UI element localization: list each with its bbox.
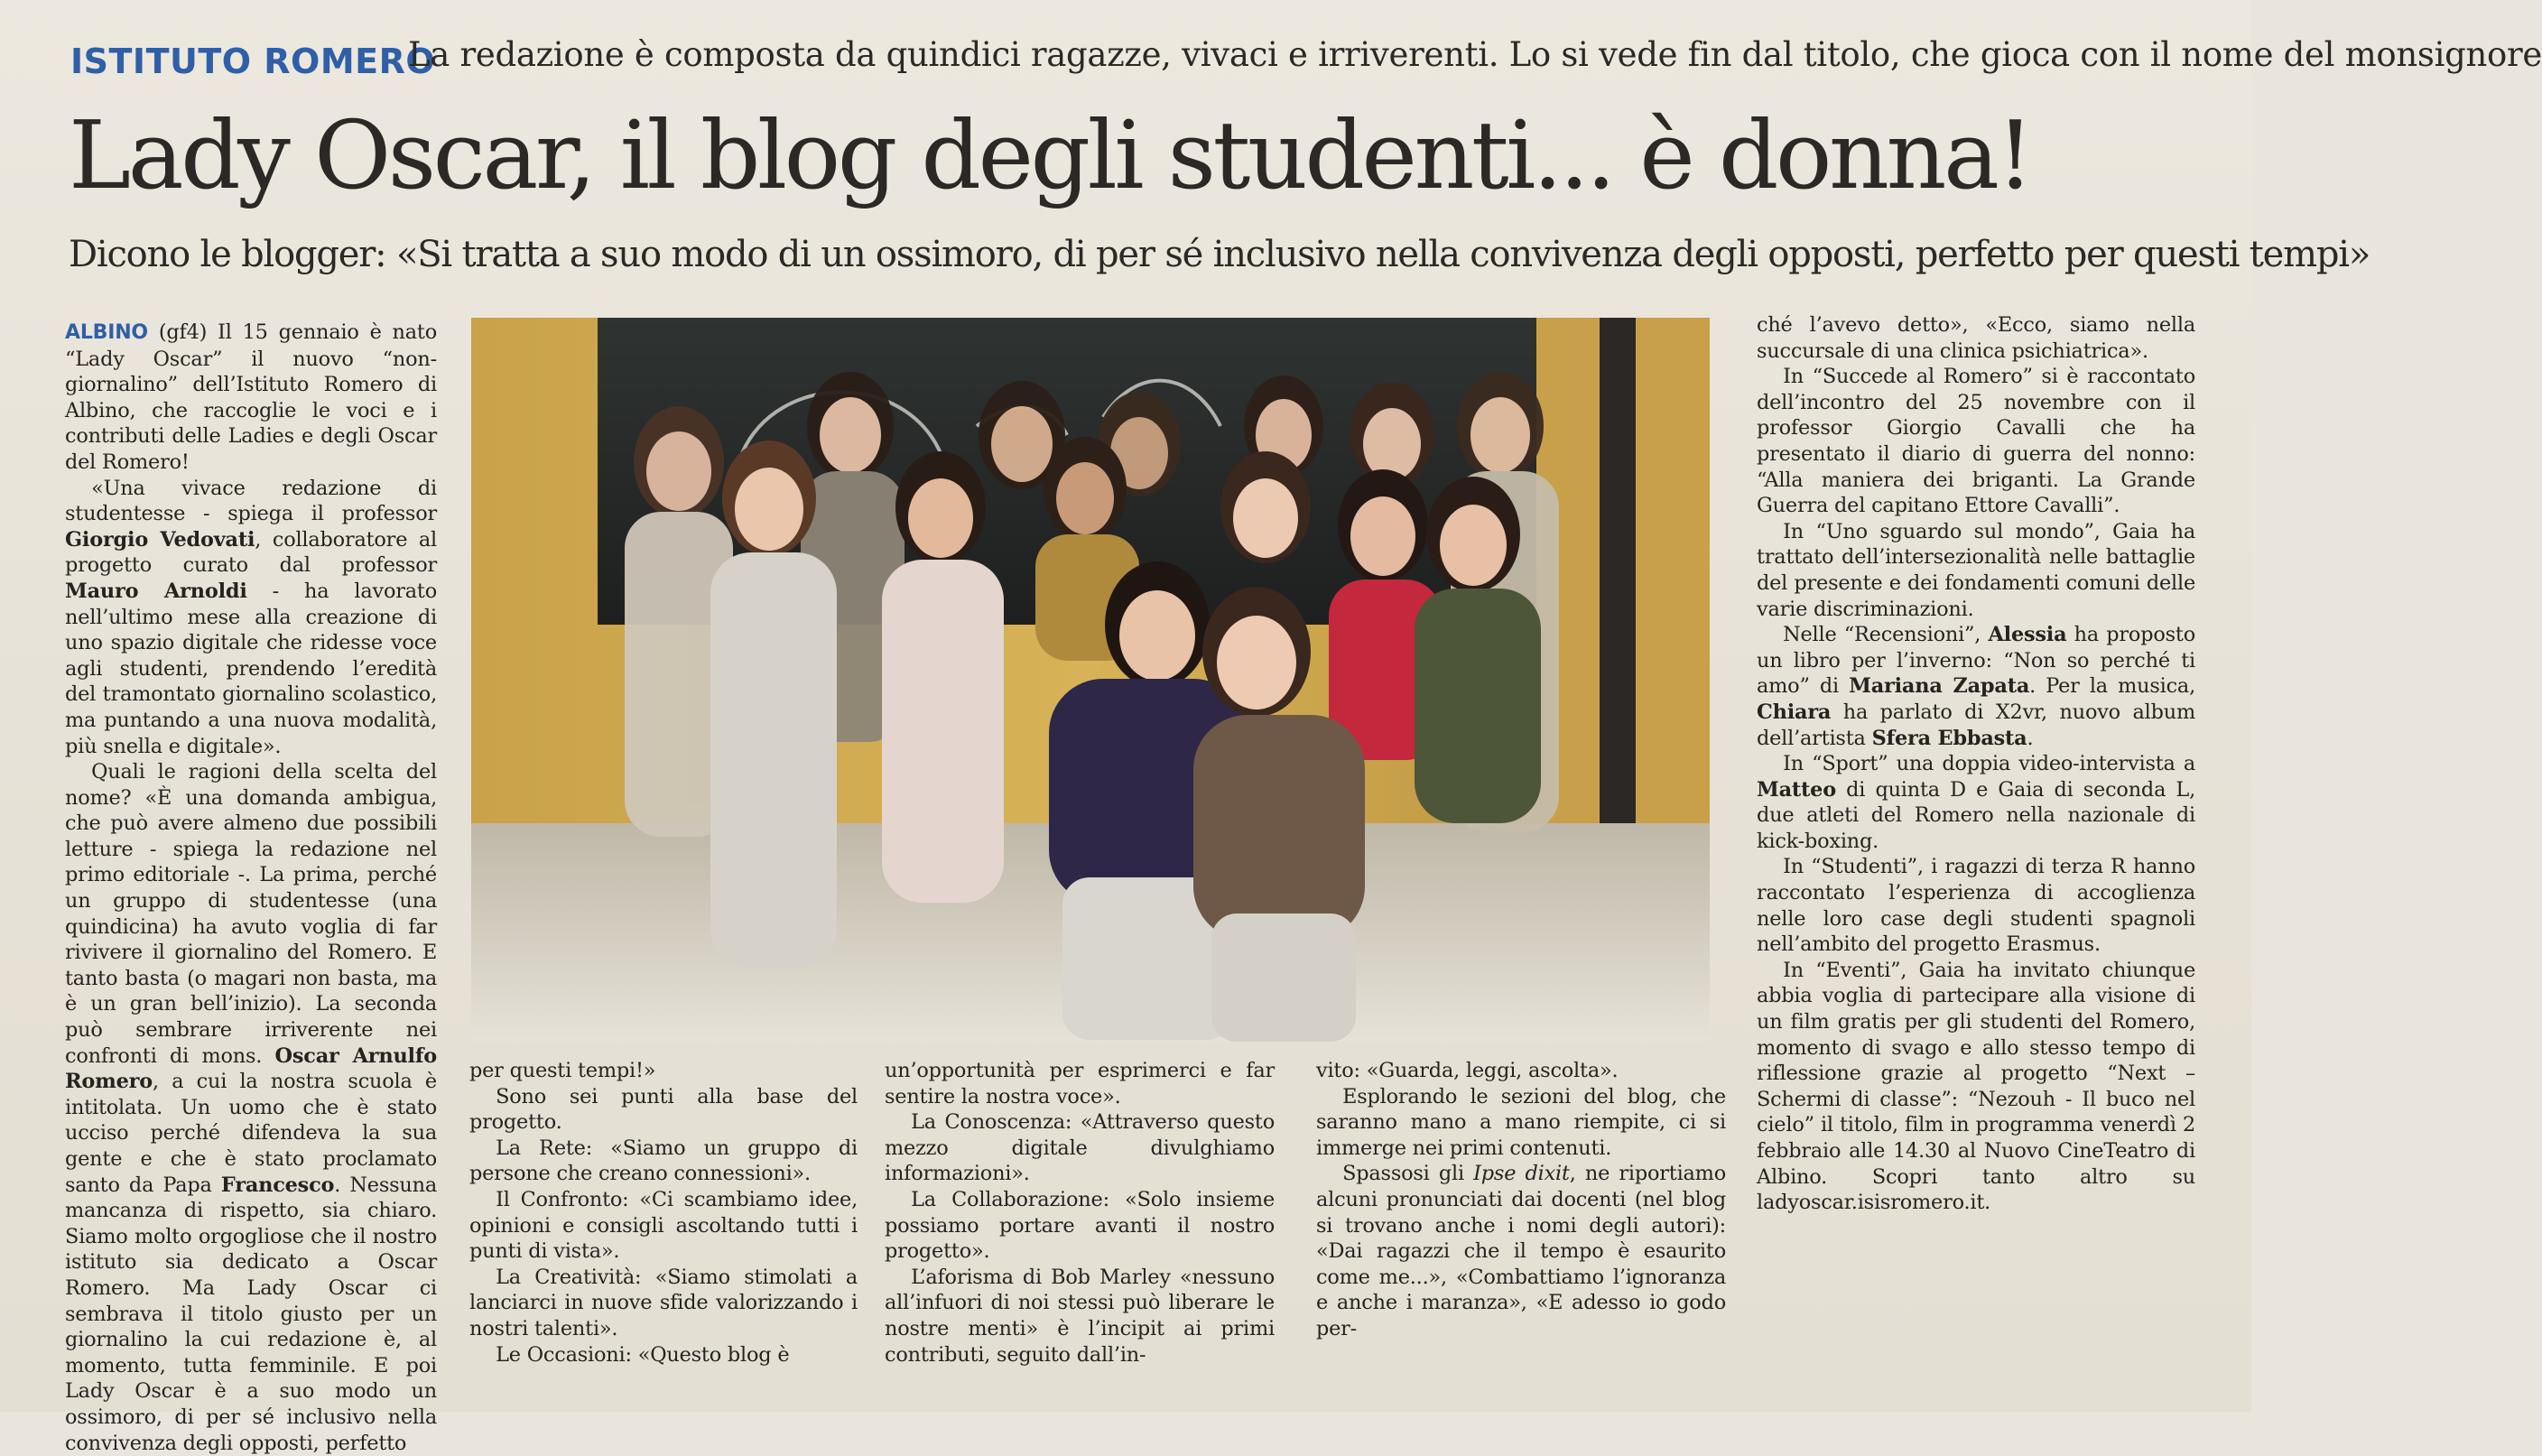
paragraph: vito: «Guarda, leggi, ascolta». xyxy=(1316,1059,1619,1082)
article-column-1 xyxy=(65,320,437,1456)
article-column-2 xyxy=(469,1058,858,1368)
article-column-3 xyxy=(885,1058,1275,1368)
paragraph: In “Succede al Romero” si è raccontato dell’incontro del 25 novembre con il professor Giorgio Cavalli che ha presentato il diario di guerra del nonno: “Alla maniera dei briganti. La Grande Guerra del capitano Ettore Cavalli”. xyxy=(1757,365,2195,518)
paragraph: Il Confronto: «Ci scambiamo idee, opinioni e consigli ascoltando tutti i punti di vista». xyxy=(469,1187,858,1264)
paragraph: La Creatività: «Siamo stimolati a lanciarci in nuove sfide valorizzando i nostri talenti». xyxy=(469,1265,858,1340)
kicker-summary: La redazione è composta da quindici ragazze, vivaci e irriverenti. Lo si vede fin dal titolo, che gioca con il nome del monsignore xyxy=(408,35,2542,74)
paragraph: Nelle “Recensioni”, Alessia ha proposto un libro per l’inverno: “Non so perché ti amo” di Mariana Zapata. Per la musica, Chiara ha parlato di X2vr, nuovo album dell’artista Sfera Ebbasta. xyxy=(1757,623,2196,750)
headline: Lady Oscar, il blog degli studenti... è donna! xyxy=(69,100,2031,210)
paragraph: un’opportunità per esprimerci e far sentire la nostra voce». xyxy=(885,1059,1275,1108)
paragraph: La Rete: «Siamo un gruppo di persone che creano connessioni». xyxy=(469,1136,858,1186)
paragraph: In “Uno sguardo sul mondo”, Gaia ha trattato dell’intersezionalità nelle battaglie del presente e dei fondamenti comuni delle varie discriminazioni. xyxy=(1757,519,2195,621)
paragraph: ché l’avevo detto», «Ecco, siamo nella succursale di una clinica psichiatrica». xyxy=(1757,313,2195,363)
paragraph: La Collaborazione: «Solo insieme possiamo portare avanti il nostro progetto». xyxy=(885,1187,1275,1264)
paragraph: L’aforisma di Bob Marley «nessuno all’infuori di noi stessi può liberare le nostre menti» è l’incipit ai primi contributi, seguito dall’in- xyxy=(885,1265,1275,1367)
subheadline: Dicono le blogger: «Si tratta a suo modo di un ossimoro, di per sé inclusivo nella convivenza degli opposti, perfetto per questi tempi» xyxy=(69,234,2370,275)
paragraph: Quali le ragioni della scelta del nome? «È una domanda ambigua, che può avere almeno due possibili letture - spiega la redazione nel primo editoriale -. La prima, perché un gruppo di studentesse (una quindicina) ha avuto voglia di far rivivere il giornalino del Romero. E tanto basta (o magari non basta, ma è un gran bell’inizio). La seconda può sembrare irriverente nei confronti di mons. Oscar Arnulfo Romero, a cui la nostra scuola è intitolata. Un uomo che è stato ucciso perché difendeva la sua gente e che è stato proclamato santo da Papa Francesco. Nessuna mancanza di rispetto, sia chiaro. Siamo molto orgogliose che il nostro istituto sia dedicato a Oscar Romero. Ma Lady Oscar ci sembrava il titolo giusto per un giornalino la cui redazione è, al momento, tutta femminile. E poi Lady Oscar è a suo modo un ossimoro, di per sé inclusivo nella convivenza degli opposti, perfetto xyxy=(65,760,438,1455)
article-column-4 xyxy=(1316,1058,1726,1342)
section-kicker: ISTITUTO ROMERO xyxy=(70,42,436,81)
paragraph: Spassosi gli Ipse dixit, ne riportiamo alcuni pronunciati dai docenti (nel blog si trovano anche i nomi degli autori): «Dai ragazzi che il tempo è esaurito come me...», «Combattiamo l’ignoranza e anche i maranza», «E adesso io godo per- xyxy=(1316,1162,1726,1340)
paragraph: In “Studenti”, i ragazzi di terza R hanno raccontato l’esperienza di accoglienza nelle loro case degli studenti spagnoli nell’ambito del progetto Erasmus. xyxy=(1757,855,2195,957)
paragraph: Sono sei punti alla base del progetto. xyxy=(469,1084,858,1135)
paragraph: In “Sport” una doppia video-intervista a Matteo di quinta D e Gaia di seconda L, due atleti del Romero nella nazionale di kick-boxing. xyxy=(1757,752,2195,853)
paragraph xyxy=(65,320,437,476)
paragraph-text: (gf4) Il 15 gennaio è nato “Lady Oscar” il nuovo “non-giornalino” dell’Istituto Romero di Albino, che raccoglie le voci e i contributi delle Ladies e degli Oscar del Romero! xyxy=(65,320,437,474)
paragraph: La Conoscenza: «Attraverso questo mezzo digitale divulghiamo informazioni». xyxy=(885,1110,1275,1186)
dateline: ALBINO xyxy=(65,321,148,344)
paragraph: per questi tempi!» xyxy=(469,1059,656,1082)
paragraph: Le Occasioni: «Questo blog è xyxy=(496,1342,790,1367)
paragraph: «Una vivace redazione di studentesse - spiega il professor Giorgio Vedovati, collaboratore al progetto curato dal professor Mauro Arnoldi - ha lavorato nell’ultimo mese alla creazione di uno spazio digitale che ridesse voce agli studenti, prendendo l’eredità del tramontato giornalino scolastico, ma puntando a una nuova modalità, più snella e digitale». xyxy=(65,476,437,758)
paragraph: In “Eventi”, Gaia ha invitato chiunque abbia voglia di partecipare alla visione di un film gratis per gli studenti del Romero, momento di svago e allo stesso tempo di riflessione grazie al progetto “Next – Schermi di classe”: “Nezouh - Il buco nel cielo” il titolo, film in programma venerdì 2 febbraio alle 14.30 al Nuovo CineTeatro di Albino. Scopri tanto altro su ladyoscar.isisromero.it. xyxy=(1757,958,2195,1215)
group-photo xyxy=(471,318,1710,1042)
article-column-5 xyxy=(1757,312,2195,1216)
paragraph: Esplorando le sezioni del blog, che saranno mano a mano riempite, ci si immerge nei primi contenuti. xyxy=(1316,1084,1726,1160)
